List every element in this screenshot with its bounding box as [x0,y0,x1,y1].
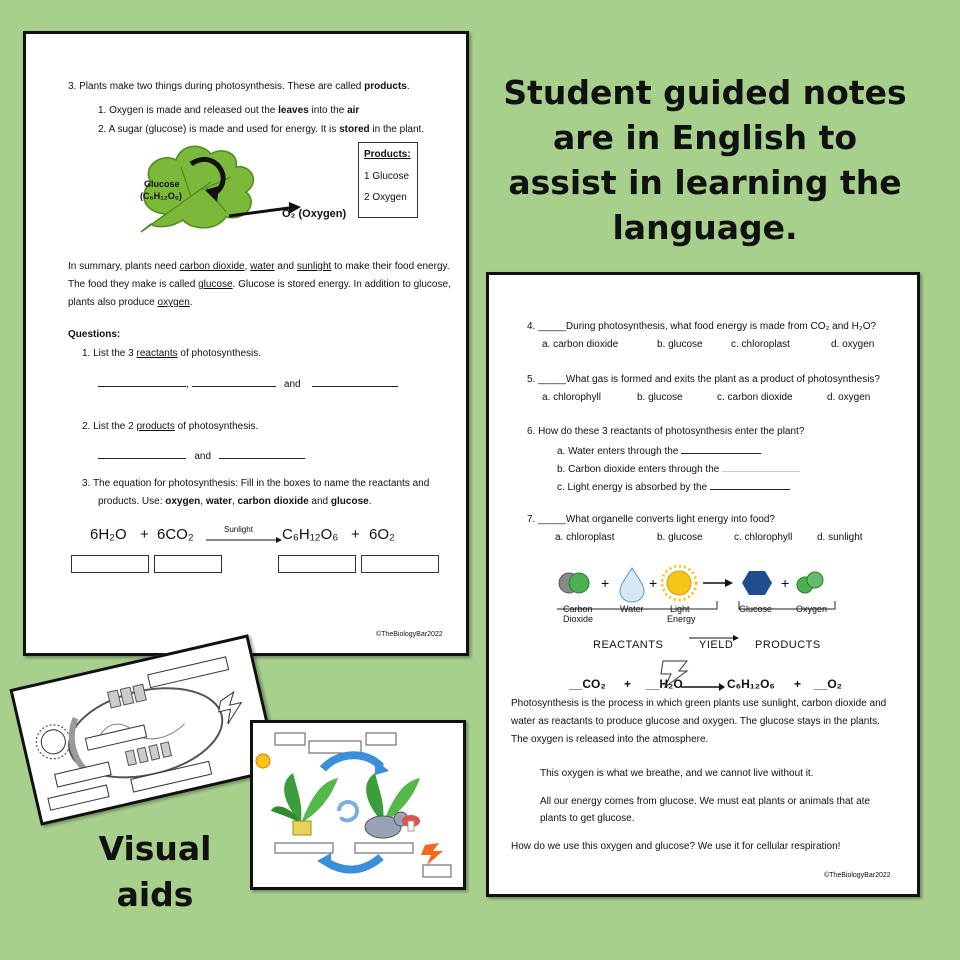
products-box-title: Products: [364,149,411,160]
sub-item-2: 2. A sugar (glucose) is made and used for energy. It is stored in the plant. [98,124,425,135]
diagram-label-carbon: Carbon [563,604,593,614]
q5-option-c[interactable]: c. carbon dioxide [717,392,793,403]
carbon-dioxide-icon [559,573,589,593]
chloroplast-diagram [13,638,276,822]
q5-option-d[interactable]: d. oxygen [827,392,871,403]
cycle-arrow-icon [325,857,381,870]
q4-option-c[interactable]: c. chloroplast [731,339,790,350]
equation-sunlight-label: Sunlight [224,525,253,534]
diagram-label-water: Water [620,604,644,614]
diagram-label-glucose: Glucose [739,604,773,614]
sun-icon [256,754,270,768]
question-5: 5. _____What gas is formed and exits the plant as a product of photosynthesis? [527,374,880,385]
paragraph-1-line-2: water as reactants to produce glucose and oxygen. The glucose stays in the plants. [511,716,880,727]
diagram-label-energy: Energy [667,614,696,624]
answer-blank[interactable] [312,376,398,387]
equation-answer-box[interactable] [154,555,222,573]
answer-blank[interactable] [192,376,276,387]
summary-line-3: plants also produce oxygen. [68,297,193,308]
question-3-line-2: products. Use: oxygen, water, carbon dioxide and glucose. [98,496,372,507]
equation-answer-box[interactable] [71,555,149,573]
equation-plus: + [351,526,360,543]
summary-line-1: In summary, plants need carbon dioxide, water and sunlight to make their food energy. [68,261,450,272]
lightning-icon [421,843,443,865]
reactants-label: REACTANTS [593,639,664,651]
elephant-icon [365,812,408,838]
answer-blank[interactable] [98,448,186,459]
paragraph-2: This oxygen is what we breathe, and we cannot live without it. [540,768,814,779]
question-7: 7. _____What organelle converts light energy into food? [527,514,775,525]
right-worksheet [486,272,920,897]
plant-cycle-diagram [253,723,463,887]
questions-heading: Questions: [68,329,121,340]
q4-option-b[interactable]: b. glucose [657,339,703,350]
yield-arrow-icon [689,635,739,641]
equation-co2: 6CO₂ [157,526,194,543]
item3: 3. Plants make two things during photosynthesis. These are called products. [68,81,410,92]
equation-h2o: __H₂O [646,677,683,691]
equation-h2o: 6H₂O [90,526,127,543]
answer-blank[interactable] [681,443,761,454]
leaf-glucose-label: Glucose [144,179,180,189]
q7-option-d[interactable]: d. sunlight [817,532,863,543]
sub-item-1: 1. Oxygen is made and released out the leaves into the air [98,105,360,116]
equation-plus: + [624,677,632,691]
cycle-arrow-icon [323,755,381,769]
q7-option-c[interactable]: c. chlorophyll [734,532,793,543]
left-notes-sheet [23,31,469,656]
copyright: ©TheBiologyBar2022 [824,872,891,879]
summary-line-2: The food they make is called glucose. Glucose is stored energy. In addition to glucose, [68,279,451,290]
q4-option-a[interactable]: a. carbon dioxide [542,339,619,350]
caption-line: language. [612,208,798,247]
equation-glucose: C₆H₁₂O₆ [727,677,775,691]
paragraph-4: How do we use this oxygen and glucose? We use it for cellular respiration! [511,841,841,852]
answer-blank[interactable] [710,479,790,490]
equation-arrow-icon [681,683,725,691]
question-1: 1. List the 3 reactants of photosynthesis. [82,348,262,359]
question-2: 2. List the 2 products of photosynthesis. [82,421,259,432]
equation-answer-box[interactable] [278,555,356,573]
caption-line: Visual [98,829,212,868]
question-3-line-1: 3. The equation for photosynthesis: Fill in the boxes to name the reactants and [82,478,430,489]
question-6b: b. Carbon dioxide enters through the [557,461,800,476]
question-4: 4. _____During photosynthesis, what food energy is made from CO₂ and H₂O? [527,321,877,332]
q5-option-a[interactable]: a. chlorophyll [542,392,601,403]
answer-blank[interactable] [98,376,186,387]
answer-blank[interactable] [722,461,800,472]
caption-line: Student guided notes [503,73,907,112]
paragraph-3-line-1: All our energy comes from glucose. We must eat plants or animals that ate [540,796,870,807]
svg-text:+: + [601,575,610,591]
caption-line: assist in learning the [508,163,902,202]
products-label: PRODUCTS [755,639,821,651]
paragraph-1-line-3: The oxygen is released into the atmosphere. [511,734,709,745]
caption-line: are in English to [552,118,858,157]
products-item-2: 2 Oxygen [364,192,407,203]
equation-glucose: C₆H₁₂O₆ [282,526,339,543]
equation-plus: + [140,526,149,543]
q7-option-b[interactable]: b. glucose [657,532,703,543]
question-1-blanks: , and [98,376,398,391]
yield-label: YIELD [699,639,734,651]
caption-line: aids [116,875,194,914]
svg-text:+: + [649,575,658,591]
svg-text:+: + [781,575,790,591]
question-6c: c. Light energy is absorbed by the [557,479,790,494]
products-box [358,142,418,218]
q5-option-b[interactable]: b. glucose [637,392,683,403]
sun-icon [662,566,696,600]
plant-cycle-visual-aid [250,720,466,890]
diagram-label-oxygen: Oxygen [796,604,828,614]
sun-icon [33,721,74,762]
paragraph-3-line-2: plants to get glucose. [540,813,635,824]
equation-arrow-icon [206,535,282,545]
o2-label: O₂ (Oxygen) [282,208,347,220]
equation-answer-box[interactable] [361,555,439,573]
water-drop-icon [620,568,644,602]
caption-guided-notes [480,70,930,250]
paragraph-1-line-1: Photosynthesis is the process in which green plants use sunlight, carbon dioxide and [511,698,887,709]
recycle-icon [339,802,357,820]
question-6a: a. Water enters through the [557,443,761,458]
chloroplast-visual-aid [9,634,279,826]
glucose-icon [742,571,772,595]
equation-plus: + [794,677,802,691]
caption-visual-aids [80,826,230,918]
diagram-label-dioxide: Dioxide [563,614,594,624]
leaf-glucose-formula: (C₆H₁₂O₆) [140,191,182,201]
equation-co2: __CO₂ [569,677,606,691]
oxygen-icon [797,572,823,593]
products-item-1: 1 Glucose [364,171,410,182]
copyright: ©TheBiologyBar2022 [376,631,443,638]
equation-o2: 6O₂ [369,526,395,543]
q4-option-d[interactable]: d. oxygen [831,339,875,350]
question-6: 6. How do these 3 reactants of photosynthesis enter the plant? [527,426,805,437]
plant-icon [271,773,338,835]
mushroom-icon [402,815,420,831]
question-2-blanks: and [98,448,305,463]
diagram-label-light: Light [670,604,690,614]
q7-option-a[interactable]: a. chloroplast [555,532,615,543]
equation-o2: __O₂ [814,677,843,691]
lightning-icon [215,691,245,726]
answer-blank[interactable] [219,448,305,459]
